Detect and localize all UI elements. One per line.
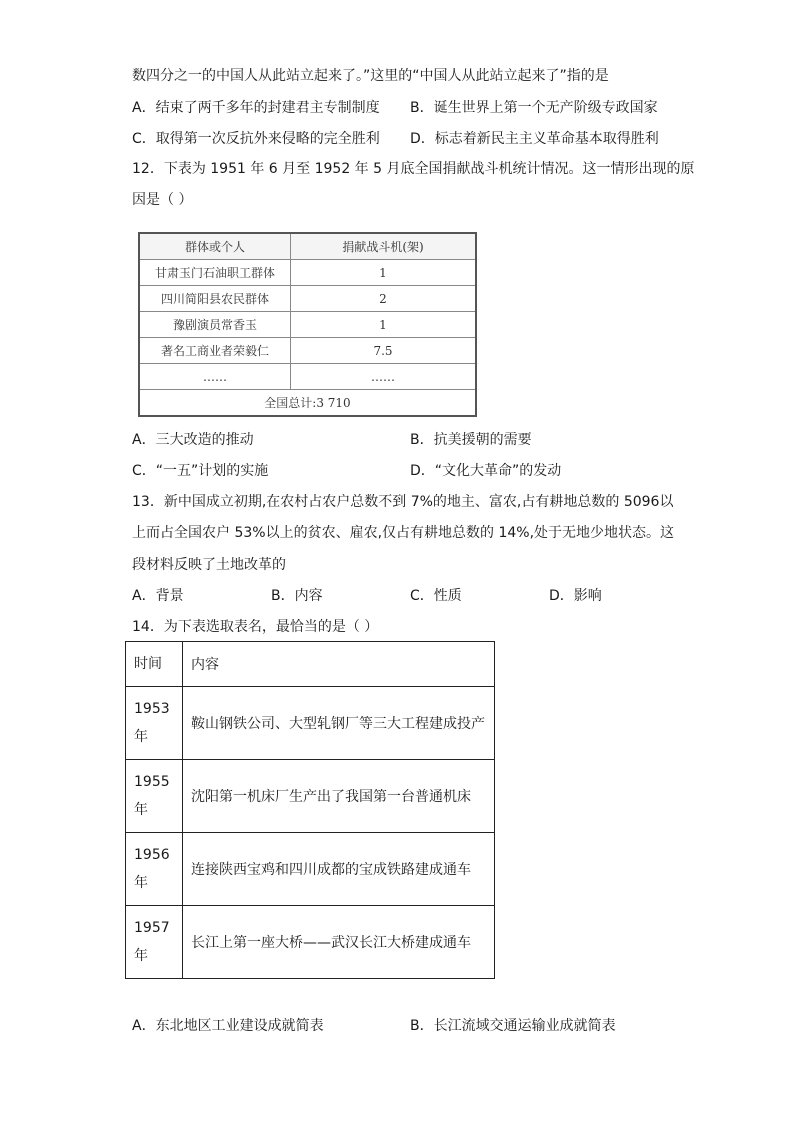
table-row	[126, 687, 495, 760]
table-cell: ……	[291, 364, 477, 390]
q13-stem-line3: 段材料反映了土地改革的	[132, 557, 286, 573]
table-header-row	[126, 642, 495, 687]
table-cell: 豫剧演员常香玉	[139, 312, 291, 338]
table-row	[139, 364, 476, 390]
year-cell	[126, 833, 183, 906]
q13-option-c: C．性质	[410, 588, 462, 604]
table-total-cell: 全国总计:3 710	[139, 390, 476, 417]
q12-option-b: B．抗美援朝的需要	[410, 432, 532, 448]
table-row	[126, 760, 495, 833]
table-row	[139, 338, 476, 364]
q11-option-b: B．诞生世界上第一个无产阶级专政国家	[410, 100, 658, 116]
year-unit: 年	[134, 729, 148, 745]
table-cell: 2	[291, 286, 477, 312]
q13-option-d: D．影响	[549, 588, 602, 604]
year-unit: 年	[134, 948, 148, 964]
year-number: 1956	[134, 847, 170, 863]
table-cell: 甘肃玉门石油职工群体	[139, 260, 291, 286]
year-unit: 年	[134, 802, 148, 818]
table-cell: 著名工商业者荣毅仁	[139, 338, 291, 364]
q12-option-a: A．三大改造的推动	[132, 432, 254, 448]
year-cell	[126, 687, 183, 760]
q12-stem-line2: 因是（ ）	[132, 192, 193, 208]
q11-option-c: C．取得第一次反抗外来侵略的完全胜利	[132, 131, 380, 147]
q14-achievement-table	[125, 641, 495, 979]
q13-option-b: B．内容	[271, 588, 323, 604]
q13-stem-line1: 13．新中国成立初期,在农村占农户总数不到 7%的地主、富农,占有耕地总数的 5096以	[132, 494, 674, 510]
content-cell: 连接陕西宝鸡和四川成都的宝成铁路建成通车	[183, 833, 495, 906]
year-number: 1955	[134, 774, 170, 790]
q11-option-a: A．结束了两千多年的封建君主专制制度	[132, 100, 380, 116]
q12-stem-line1: 12．下表为 1951 年 6 月至 1952 年 5 月底全国捐献战斗机统计情况。这一情形出现的原	[132, 161, 695, 177]
table-row	[139, 286, 476, 312]
table-cell: 四川简阳县农民群体	[139, 286, 291, 312]
q14-stem: 14．为下表选取表名，最恰当的是（ ）	[132, 619, 379, 635]
table-row	[139, 260, 476, 286]
content-cell: 沈阳第一机床厂生产出了我国第一台普通机床	[183, 760, 495, 833]
year-cell	[126, 906, 183, 979]
table-header-cell: 群体或个人	[139, 233, 291, 260]
table-row	[139, 312, 476, 338]
content-cell: 长江上第一座大桥——武汉长江大桥建成通车	[183, 906, 495, 979]
table-row	[126, 906, 495, 979]
q12-option-c: C．“一五”计划的实施	[132, 463, 269, 479]
table-cell: 7.5	[291, 338, 477, 364]
table-row	[126, 833, 495, 906]
q11-stem-tail: 数四分之一的中国人从此站立起来了。”这里的“中国人从此站立起来了”指的是	[132, 68, 609, 84]
year-number: 1957	[134, 920, 170, 936]
q12-option-d: D．“文化大革命”的发动	[410, 463, 562, 479]
year-unit: 年	[134, 875, 148, 891]
year-cell	[126, 760, 183, 833]
q12-donation-table	[138, 232, 477, 417]
table-header-cell: 时间	[126, 642, 183, 687]
table-header-row	[139, 233, 476, 260]
year-number: 1953	[134, 701, 170, 717]
content-cell: 鞍山钢铁公司、大型轧钢厂等三大工程建成投产	[183, 687, 495, 760]
q14-option-b: B．长江流域交通运输业成就简表	[410, 1018, 616, 1034]
table-header-cell: 内容	[183, 642, 495, 687]
q13-option-a: A．背景	[132, 588, 184, 604]
q13-stem-line2: 上而占全国农户 53%以上的贫农、雇农,仅占有耕地总数的 14%,处于无地少地状态。这	[132, 525, 675, 541]
table-cell: 1	[291, 312, 477, 338]
table-cell: 1	[291, 260, 477, 286]
q14-option-a: A．东北地区工业建设成就简表	[132, 1018, 324, 1034]
table-total-row	[139, 390, 476, 417]
table-header-cell: 捐献战斗机(架)	[291, 233, 477, 260]
table-cell: ……	[139, 364, 291, 390]
q11-option-d: D．标志着新民主主义革命基本取得胜利	[410, 131, 659, 147]
